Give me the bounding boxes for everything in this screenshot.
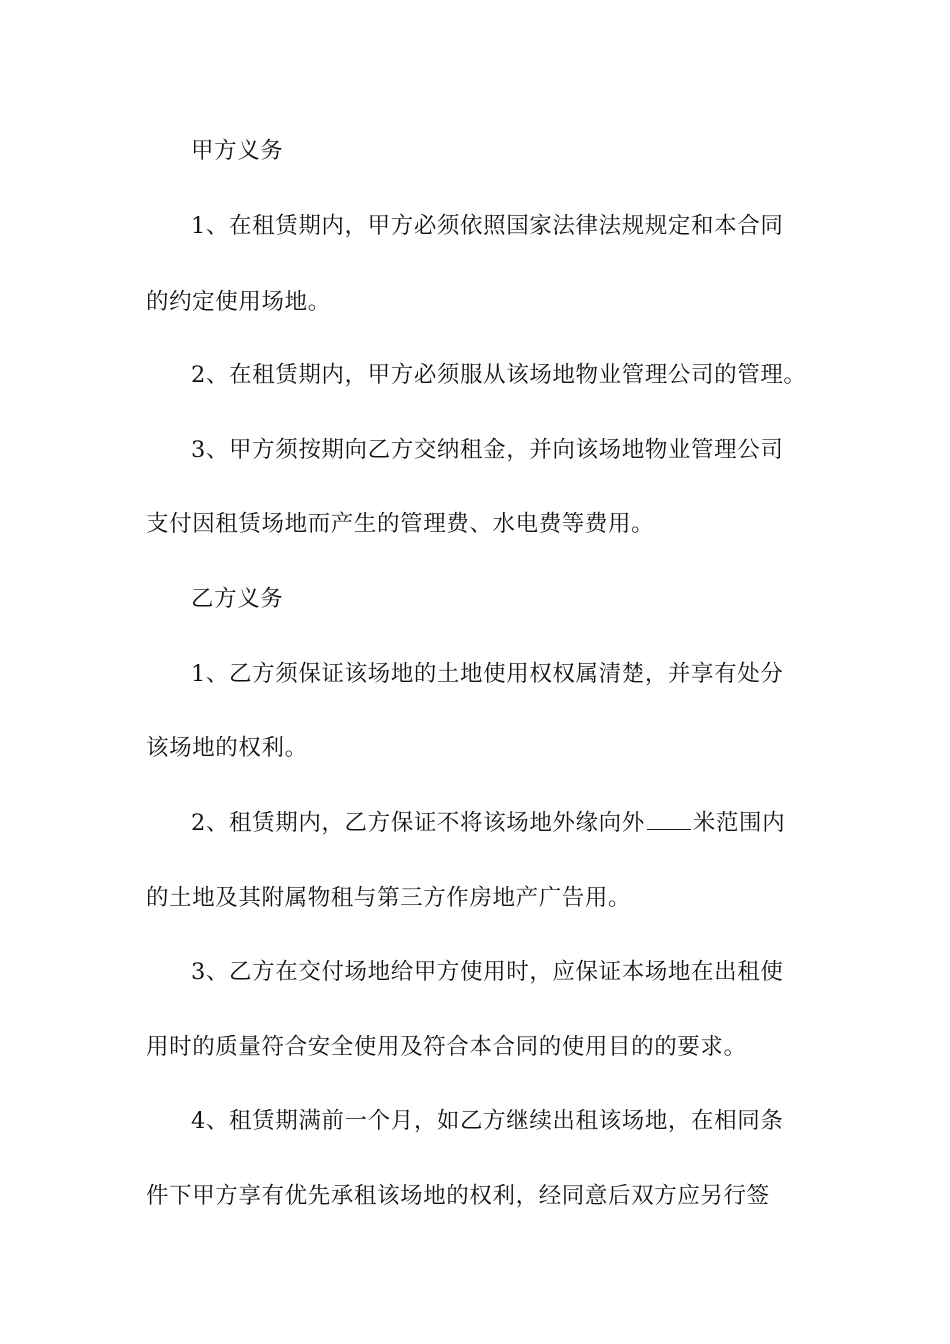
clause-b3-line-1: 3、乙方在交付场地给甲方使用时，应保证本场地在出租使 xyxy=(191,959,784,985)
clause-b1-line-2: 该场地的权利。 xyxy=(146,735,308,761)
clause-b2-text-before-blank: 2、租赁期内，乙方保证不将该场地外缘向外 xyxy=(191,810,645,836)
clause-a3-line-2: 支付因租赁场地而产生的管理费、水电费等费用。 xyxy=(146,511,655,537)
section-heading-party-a-obligations: 甲方义务 xyxy=(191,138,284,164)
fill-in-blank xyxy=(647,807,691,830)
clause-a1-line-2: 的约定使用场地。 xyxy=(146,289,331,315)
clause-b3-line-2: 用时的质量符合安全使用及符合本合同的使用目的的要求。 xyxy=(146,1034,747,1060)
clause-b4-line-2: 件下甲方享有优先承租该场地的权利，经同意后双方应另行签 xyxy=(146,1183,770,1209)
clause-a3-line-1: 3、甲方须按期向乙方交纳租金，并向该场地物业管理公司 xyxy=(191,437,784,463)
clause-b2-text-after-blank: 米范围内 xyxy=(692,810,786,836)
clause-a1-line-1: 1、在租赁期内，甲方必须依照国家法律法规规定和本合同 xyxy=(191,213,784,239)
clause-b4-line-1: 4、租赁期满前一个月，如乙方继续出租该场地，在相同条 xyxy=(191,1108,784,1134)
clause-b1-line-1: 1、乙方须保证该场地的土地使用权权属清楚，并享有处分 xyxy=(191,661,784,687)
clause-b2-line-1 xyxy=(191,805,861,841)
clause-b2-line-2: 的土地及其附属物租与第三方作房地产广告用。 xyxy=(146,885,632,911)
clause-a2-line-1: 2、在租赁期内，甲方必须服从该场地物业管理公司的管理。 xyxy=(191,362,807,388)
section-heading-party-b-obligations: 乙方义务 xyxy=(191,586,284,612)
